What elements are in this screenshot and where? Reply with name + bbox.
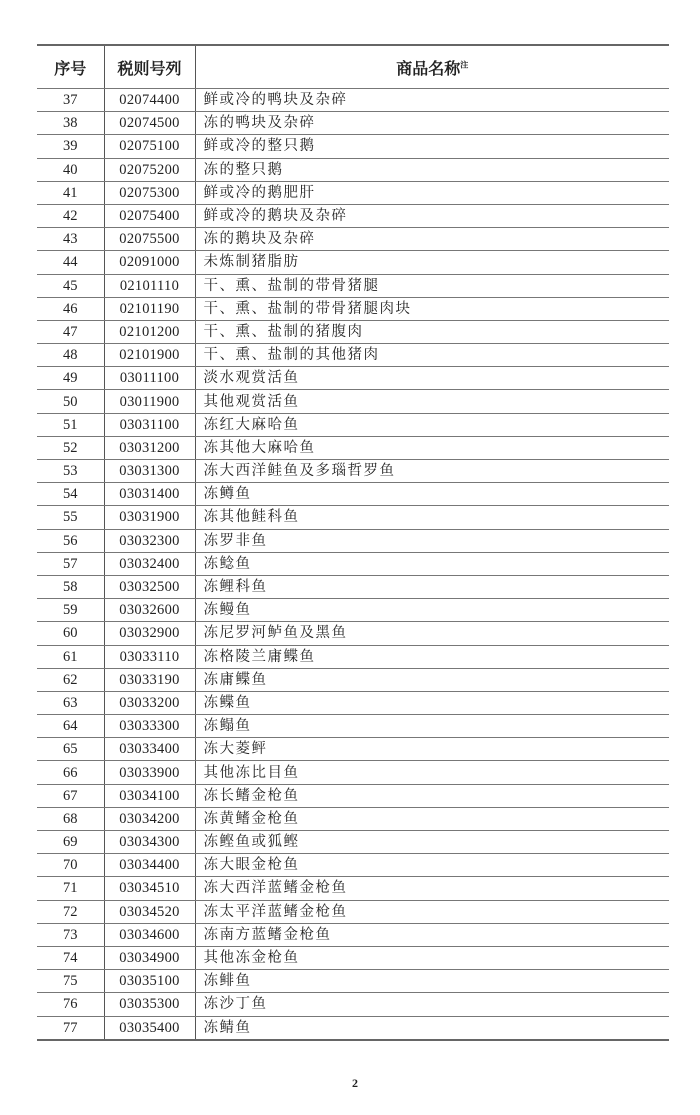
- row-code: 03032900: [104, 622, 195, 645]
- row-seq: 43: [37, 228, 104, 251]
- row-name: 干、熏、盐制的其他猪肉: [195, 344, 669, 367]
- row-name: 冻格陵兰庸鲽鱼: [195, 645, 669, 668]
- row-seq: 54: [37, 483, 104, 506]
- table-row: [37, 970, 669, 993]
- table-row: [37, 89, 669, 112]
- row-seq: 66: [37, 761, 104, 784]
- table-header-row: [37, 45, 669, 89]
- row-name: 冻鳟鱼: [195, 483, 669, 506]
- row-seq: 38: [37, 112, 104, 135]
- table-row: [37, 946, 669, 969]
- table-row: [37, 993, 669, 1016]
- row-name: 冻鲤科鱼: [195, 575, 669, 598]
- table-row: [37, 344, 669, 367]
- row-code: 02101190: [104, 297, 195, 320]
- table-row: [37, 436, 669, 459]
- row-seq: 51: [37, 413, 104, 436]
- row-code: 03034300: [104, 831, 195, 854]
- row-code: 03033300: [104, 715, 195, 738]
- row-seq: 39: [37, 135, 104, 158]
- row-seq: 60: [37, 622, 104, 645]
- row-seq: 67: [37, 784, 104, 807]
- table-row: [37, 807, 669, 830]
- row-seq: 74: [37, 946, 104, 969]
- row-seq: 37: [37, 89, 104, 112]
- table-row: [37, 738, 669, 761]
- table-row: [37, 552, 669, 575]
- row-seq: 77: [37, 1016, 104, 1040]
- header-seq: 序号: [37, 45, 104, 89]
- table-row: [37, 622, 669, 645]
- row-seq: 42: [37, 204, 104, 227]
- row-seq: 47: [37, 320, 104, 343]
- row-seq: 64: [37, 715, 104, 738]
- row-name: 冻的鸭块及杂碎: [195, 112, 669, 135]
- row-code: 03031300: [104, 460, 195, 483]
- table-row: [37, 297, 669, 320]
- table-row: [37, 923, 669, 946]
- row-name: 未炼制猪脂肪: [195, 251, 669, 274]
- row-code: 03035400: [104, 1016, 195, 1040]
- row-name: 鲜或冷的鹅块及杂碎: [195, 204, 669, 227]
- row-seq: 63: [37, 691, 104, 714]
- row-seq: 62: [37, 668, 104, 691]
- row-name: 冻太平洋蓝鳍金枪鱼: [195, 900, 669, 923]
- row-seq: 70: [37, 854, 104, 877]
- row-code: 03032400: [104, 552, 195, 575]
- row-code: 02075200: [104, 158, 195, 181]
- row-code: 02101200: [104, 320, 195, 343]
- row-name: 冻黄鳍金枪鱼: [195, 807, 669, 830]
- row-code: 03035300: [104, 993, 195, 1016]
- row-name: 其他观赏活鱼: [195, 390, 669, 413]
- row-name: 冻鳗鱼: [195, 599, 669, 622]
- table-row: [37, 668, 669, 691]
- row-code: 03033900: [104, 761, 195, 784]
- row-name: 冻鲶鱼: [195, 552, 669, 575]
- row-code: 03032500: [104, 575, 195, 598]
- row-code: 03034200: [104, 807, 195, 830]
- table-row: [37, 228, 669, 251]
- row-name: 冻的鹅块及杂碎: [195, 228, 669, 251]
- row-name: 其他冻金枪鱼: [195, 946, 669, 969]
- table-row: [37, 715, 669, 738]
- row-code: 03034100: [104, 784, 195, 807]
- row-name: 冻南方蓝鳍金枪鱼: [195, 923, 669, 946]
- table-row: [37, 575, 669, 598]
- row-seq: 49: [37, 367, 104, 390]
- row-seq: 46: [37, 297, 104, 320]
- row-seq: 53: [37, 460, 104, 483]
- row-name: 冻尼罗河鲈鱼及黑鱼: [195, 622, 669, 645]
- header-name-note: 注: [460, 60, 469, 70]
- row-code: 02075400: [104, 204, 195, 227]
- row-name: 鲜或冷的鸭块及杂碎: [195, 89, 669, 112]
- row-name: 淡水观赏活鱼: [195, 367, 669, 390]
- table-row: [37, 529, 669, 552]
- row-name: 冻的整只鹅: [195, 158, 669, 181]
- tariff-table: [37, 44, 669, 1041]
- row-code: 03035100: [104, 970, 195, 993]
- row-name: 干、熏、盐制的猪腹肉: [195, 320, 669, 343]
- row-code: 03033110: [104, 645, 195, 668]
- row-name: 冻罗非鱼: [195, 529, 669, 552]
- row-seq: 55: [37, 506, 104, 529]
- row-code: 02074400: [104, 89, 195, 112]
- row-seq: 73: [37, 923, 104, 946]
- row-seq: 44: [37, 251, 104, 274]
- row-name: 干、熏、盐制的带骨猪腿肉块: [195, 297, 669, 320]
- row-seq: 57: [37, 552, 104, 575]
- table-row: [37, 390, 669, 413]
- table-row: [37, 251, 669, 274]
- row-name: 冻庸鲽鱼: [195, 668, 669, 691]
- table-row: [37, 135, 669, 158]
- row-seq: 61: [37, 645, 104, 668]
- row-seq: 59: [37, 599, 104, 622]
- row-seq: 58: [37, 575, 104, 598]
- row-seq: 75: [37, 970, 104, 993]
- row-code: 03031900: [104, 506, 195, 529]
- row-name: 冻沙丁鱼: [195, 993, 669, 1016]
- row-seq: 48: [37, 344, 104, 367]
- row-name: 干、熏、盐制的带骨猪腿: [195, 274, 669, 297]
- header-name-text: 商品名称: [396, 58, 461, 78]
- row-seq: 52: [37, 436, 104, 459]
- row-code: 03034900: [104, 946, 195, 969]
- row-code: 03032600: [104, 599, 195, 622]
- row-seq: 71: [37, 877, 104, 900]
- table-row: [37, 854, 669, 877]
- row-name: 冻大西洋蓝鳍金枪鱼: [195, 877, 669, 900]
- table-row: [37, 831, 669, 854]
- row-code: 03031400: [104, 483, 195, 506]
- row-name: 冻鲽鱼: [195, 691, 669, 714]
- row-name: 鲜或冷的整只鹅: [195, 135, 669, 158]
- row-code: 03031200: [104, 436, 195, 459]
- row-name: 冻鲭鱼: [195, 1016, 669, 1040]
- table-row: [37, 320, 669, 343]
- table-row: [37, 506, 669, 529]
- table-row: [37, 483, 669, 506]
- row-seq: 40: [37, 158, 104, 181]
- row-code: 03033400: [104, 738, 195, 761]
- row-name: 冻其他鲑科鱼: [195, 506, 669, 529]
- row-code: 03032300: [104, 529, 195, 552]
- table-row: [37, 181, 669, 204]
- table-row: [37, 204, 669, 227]
- table-row: [37, 599, 669, 622]
- row-code: 03034600: [104, 923, 195, 946]
- row-name: 冻大眼金枪鱼: [195, 854, 669, 877]
- row-name: 冻鲱鱼: [195, 970, 669, 993]
- table-row: [37, 367, 669, 390]
- row-name: 冻鲣鱼或狐鲣: [195, 831, 669, 854]
- row-code: 02101110: [104, 274, 195, 297]
- row-code: 03034510: [104, 877, 195, 900]
- row-code: 03011100: [104, 367, 195, 390]
- table-row: [37, 158, 669, 181]
- table-body: [37, 89, 669, 1040]
- header-name: [195, 45, 669, 89]
- row-name: 冻大菱鲆: [195, 738, 669, 761]
- row-code: 03031100: [104, 413, 195, 436]
- row-seq: 68: [37, 807, 104, 830]
- row-name: 冻其他大麻哈鱼: [195, 436, 669, 459]
- table-row: [37, 761, 669, 784]
- row-name: 冻鳎鱼: [195, 715, 669, 738]
- row-code: 02075500: [104, 228, 195, 251]
- header-code: 税则号列: [104, 45, 195, 89]
- row-seq: 45: [37, 274, 104, 297]
- table-row: [37, 900, 669, 923]
- row-code: 03033190: [104, 668, 195, 691]
- row-seq: 56: [37, 529, 104, 552]
- row-code: 03034400: [104, 854, 195, 877]
- row-name: 冻红大麻哈鱼: [195, 413, 669, 436]
- table-row: [37, 784, 669, 807]
- table-row: [37, 413, 669, 436]
- row-code: 02091000: [104, 251, 195, 274]
- table-row: [37, 460, 669, 483]
- row-code: 02101900: [104, 344, 195, 367]
- row-name: 冻大西洋鲑鱼及多瑙哲罗鱼: [195, 460, 669, 483]
- table-row: [37, 112, 669, 135]
- row-name: 其他冻比目鱼: [195, 761, 669, 784]
- table-row: [37, 645, 669, 668]
- row-code: 02075100: [104, 135, 195, 158]
- table-row: [37, 1016, 669, 1040]
- row-seq: 69: [37, 831, 104, 854]
- row-seq: 72: [37, 900, 104, 923]
- row-seq: 76: [37, 993, 104, 1016]
- row-code: 02074500: [104, 112, 195, 135]
- row-code: 03011900: [104, 390, 195, 413]
- table-row: [37, 877, 669, 900]
- row-seq: 41: [37, 181, 104, 204]
- row-code: 03034520: [104, 900, 195, 923]
- table-row: [37, 691, 669, 714]
- row-code: 03033200: [104, 691, 195, 714]
- row-name: 冻长鳍金枪鱼: [195, 784, 669, 807]
- row-code: 02075300: [104, 181, 195, 204]
- row-seq: 50: [37, 390, 104, 413]
- table-row: [37, 274, 669, 297]
- page-number: 2: [352, 1076, 358, 1090]
- row-name: 鲜或冷的鹅肥肝: [195, 181, 669, 204]
- row-seq: 65: [37, 738, 104, 761]
